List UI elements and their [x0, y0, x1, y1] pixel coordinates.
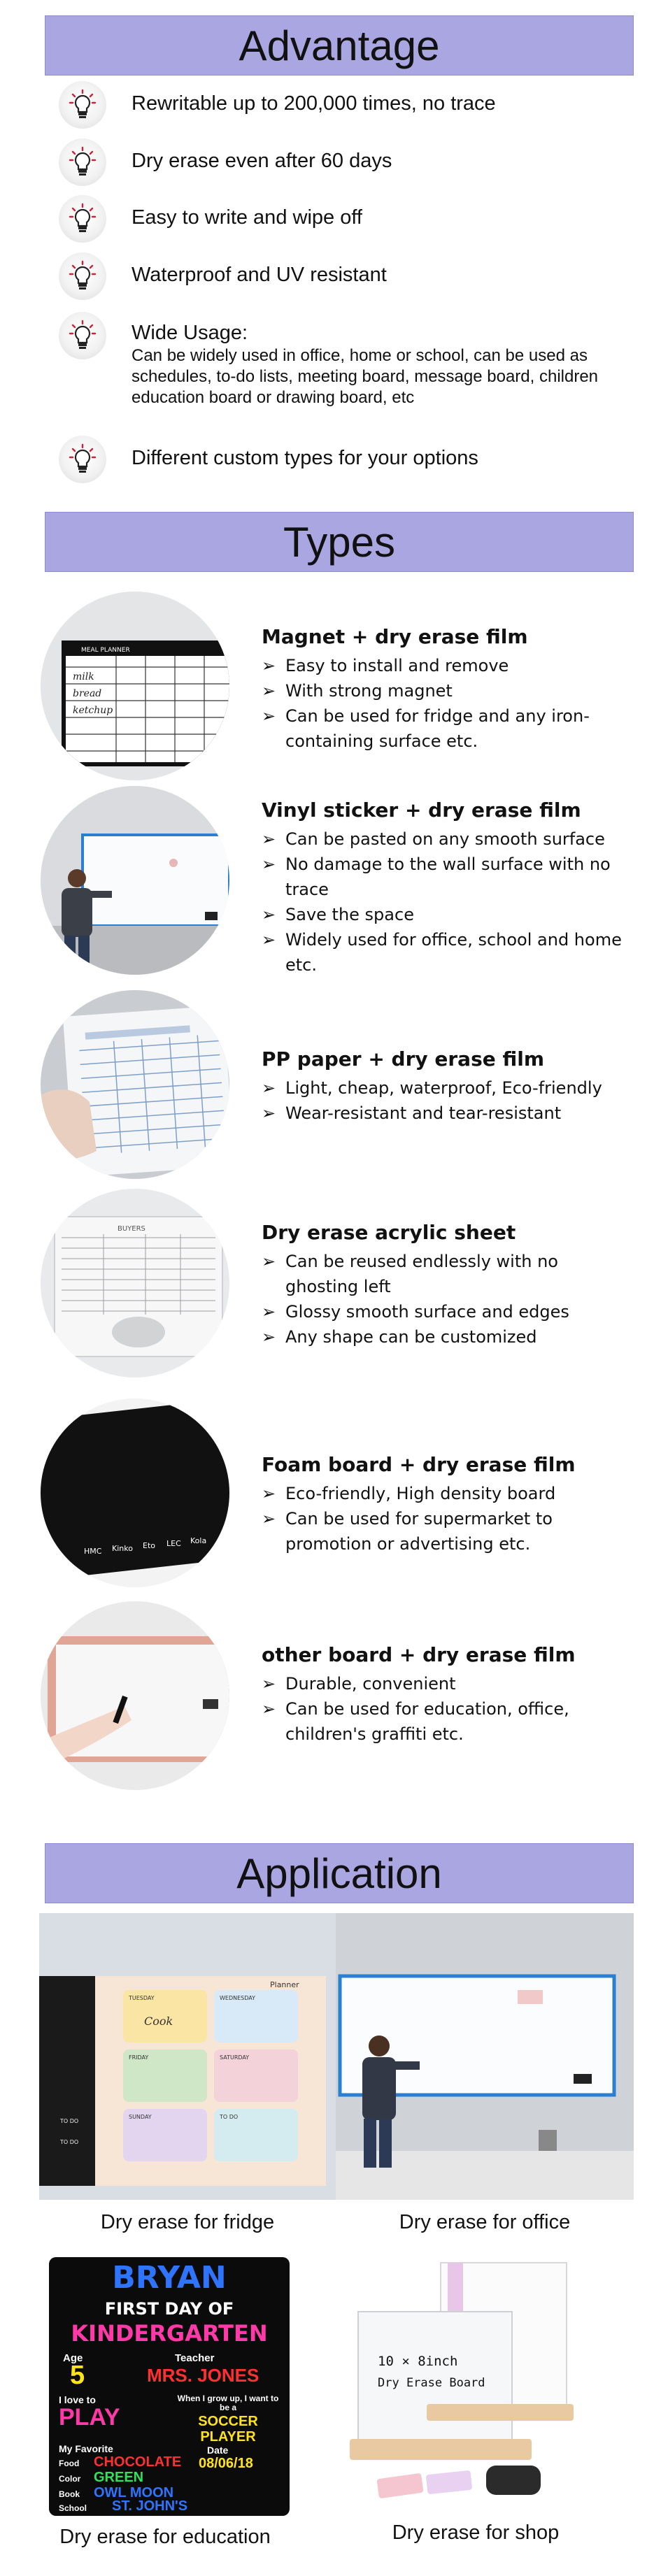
foam-logo: Eto: [143, 1541, 155, 1550]
food-label: Food: [59, 2459, 80, 2468]
education-label: Dry erase for education: [59, 2526, 271, 2548]
age-value: 5: [70, 2361, 85, 2390]
pp-paper-image: [41, 990, 229, 1179]
foam-logo: HMC: [84, 1547, 102, 1556]
type-bullet: ➢ Easy to install and remove: [262, 653, 632, 678]
acrylic-header-text: BUYERS: [118, 1225, 145, 1233]
magnet-planner-image: [41, 592, 229, 780]
teacher-label: Teacher: [175, 2352, 215, 2364]
age-label: Age: [63, 2352, 83, 2364]
types-header: [45, 512, 634, 572]
shop-board-photo: [336, 2256, 634, 2521]
teacher-value: MRS. JONES: [147, 2365, 260, 2386]
type-row-vinyl: [41, 786, 642, 975]
type-row-pp-paper: [41, 990, 642, 1179]
book-value: OWL MOON: [94, 2485, 174, 2500]
school-label: School: [59, 2503, 87, 2513]
lightbulb-icon: [59, 81, 106, 129]
planner-day: TO DO: [220, 2114, 239, 2120]
kinder-line2: KINDERGARTEN: [71, 2320, 268, 2347]
lightbulb-icon: [59, 436, 106, 483]
planner-title-text: MEAL PLANNER: [81, 647, 130, 654]
color-value: GREEN: [94, 2470, 144, 2485]
advantage-text: Wide Usage:: [132, 322, 248, 344]
advantage-text: Different custom types for your options: [132, 447, 478, 469]
planner-day: FRIDAY: [129, 2054, 149, 2061]
favorite-label: My Favorite: [59, 2443, 113, 2454]
foam-logo: Kinko: [112, 1544, 133, 1553]
advantage-item: [59, 312, 621, 408]
handwriting-bread: bread: [73, 688, 102, 699]
grow-label: When I grow up, I want to be a: [177, 2393, 279, 2412]
advantage-text: Dry erase even after 60 days: [132, 150, 392, 172]
type-bullet: ➢ Can be used for supermarket to promotion or advertising etc.: [262, 1506, 632, 1557]
planner-day: SUNDAY: [129, 2114, 152, 2120]
advantage-item: [59, 195, 362, 243]
advantage-item: [59, 436, 478, 483]
type-bullet: ➢ Eco-friendly, High density board: [262, 1481, 632, 1506]
type-bullet: ➢ No damage to the wall surface with no trace: [262, 852, 632, 902]
types-title: Types: [283, 518, 396, 566]
type-title: other board + dry erase film: [262, 1643, 576, 1666]
type-bullet: ➢ Can be pasted on any smooth surface: [262, 827, 632, 852]
planner-day: TO DO: [60, 2139, 79, 2145]
planner-day: SATURDAY: [220, 2054, 250, 2061]
fridge-label: Dry erase for fridge: [100, 2211, 275, 2233]
office-photo: [336, 1913, 634, 2200]
love-value: PLAY: [59, 2404, 120, 2431]
application-title: Application: [236, 1849, 442, 1897]
advantage-header: [45, 15, 634, 76]
type-bullet: ➢ Save the space: [262, 902, 632, 927]
type-row-magnet: [41, 592, 642, 780]
color-label: Color: [59, 2474, 81, 2484]
type-bullet: ➢ Widely used for office, school and home etc.: [262, 927, 632, 978]
shop-board-line1: 10 × 8inch: [378, 2354, 458, 2369]
office-label: Dry erase for office: [399, 2211, 571, 2233]
kinder-line1: FIRST DAY OF: [104, 2299, 234, 2319]
lightbulb-icon: [59, 312, 106, 359]
planner-day: TUESDAY: [129, 1995, 155, 2001]
type-row-acrylic: [41, 1189, 642, 1378]
type-bullet: ➢ Light, cheap, waterproof, Eco-friendly: [262, 1075, 632, 1101]
application-header: [45, 1843, 634, 1903]
shop-board-line2: Dry Erase Board: [378, 2376, 485, 2390]
planner-title: Planner: [270, 1980, 299, 1989]
lightbulb-icon: [59, 252, 106, 300]
date-label: Date: [207, 2445, 229, 2456]
advantage-item: [59, 138, 392, 186]
book-label: Book: [59, 2489, 80, 2499]
fridge-photo: [39, 1913, 336, 2200]
grow-value: SOCCER PLAYER: [198, 2414, 258, 2445]
type-bullet: ➢ Can be used for education, office, children's graffiti etc.: [262, 1696, 632, 1747]
type-title: Magnet + dry erase film: [262, 625, 528, 648]
love-label: I love to: [59, 2394, 96, 2405]
lightbulb-icon: [59, 138, 106, 186]
type-title: PP paper + dry erase film: [262, 1047, 545, 1071]
type-bullet: ➢ Can be used for fridge and any iron-containing surface etc.: [262, 703, 632, 754]
date-value: 08/06/18: [199, 2456, 253, 2471]
food-value: CHOCOLATE: [94, 2454, 182, 2470]
acrylic-sheet-image: [41, 1189, 229, 1378]
advantage-subtext: Can be widely used in office, home or school, can be used as schedules, to-do lists, meeting board, message board, children education board or drawing board, etc: [132, 346, 599, 407]
other-board-image: [41, 1601, 229, 1790]
lightbulb-icon: [59, 195, 106, 243]
vinyl-wall-image: [41, 786, 229, 975]
advantage-title: Advantage: [239, 22, 440, 69]
type-bullet: ➢ Durable, convenient: [262, 1671, 632, 1696]
school-value: ST. JOHN'S: [112, 2498, 188, 2514]
handwriting-ketchup: ketchup: [73, 705, 113, 716]
type-title: Vinyl sticker + dry erase film: [262, 799, 581, 822]
foam-logo: Kola: [190, 1536, 207, 1545]
advantage-item: [59, 81, 496, 129]
shop-label: Dry erase for shop: [392, 2521, 560, 2544]
planner-note: Cook: [144, 2015, 173, 2028]
foam-logo: Tilis: [49, 1551, 64, 1560]
planner-day: TO DO: [60, 2118, 79, 2124]
type-bullet: ➢ Any shape can be customized: [262, 1324, 632, 1350]
type-bullet: ➢ Can be reused endlessly with no ghosting left: [262, 1249, 632, 1299]
foam-board-image: [41, 1398, 229, 1587]
type-bullet: ➢ Wear-resistant and tear-resistant: [262, 1101, 632, 1126]
foam-logo: LEC: [166, 1539, 181, 1548]
advantage-text: Rewritable up to 200,000 times, no trace: [132, 92, 496, 115]
handwriting-milk: milk: [73, 671, 94, 682]
type-title: Foam board + dry erase film: [262, 1453, 576, 1476]
advantage-text: Waterproof and UV resistant: [132, 264, 387, 286]
planner-day: WEDNESDAY: [220, 1995, 255, 2001]
type-title: Dry erase acrylic sheet: [262, 1221, 516, 1244]
kinder-name: BRYAN: [112, 2260, 227, 2296]
kindergarten-sign: [49, 2257, 290, 2516]
advantage-text: Easy to write and wipe off: [132, 206, 362, 229]
type-bullet: ➢ With strong magnet: [262, 678, 632, 703]
advantage-item: [59, 252, 387, 300]
type-row-other: [41, 1601, 642, 1790]
type-bullet: ➢ Glossy smooth surface and edges: [262, 1299, 632, 1324]
type-row-foam: [41, 1398, 642, 1587]
